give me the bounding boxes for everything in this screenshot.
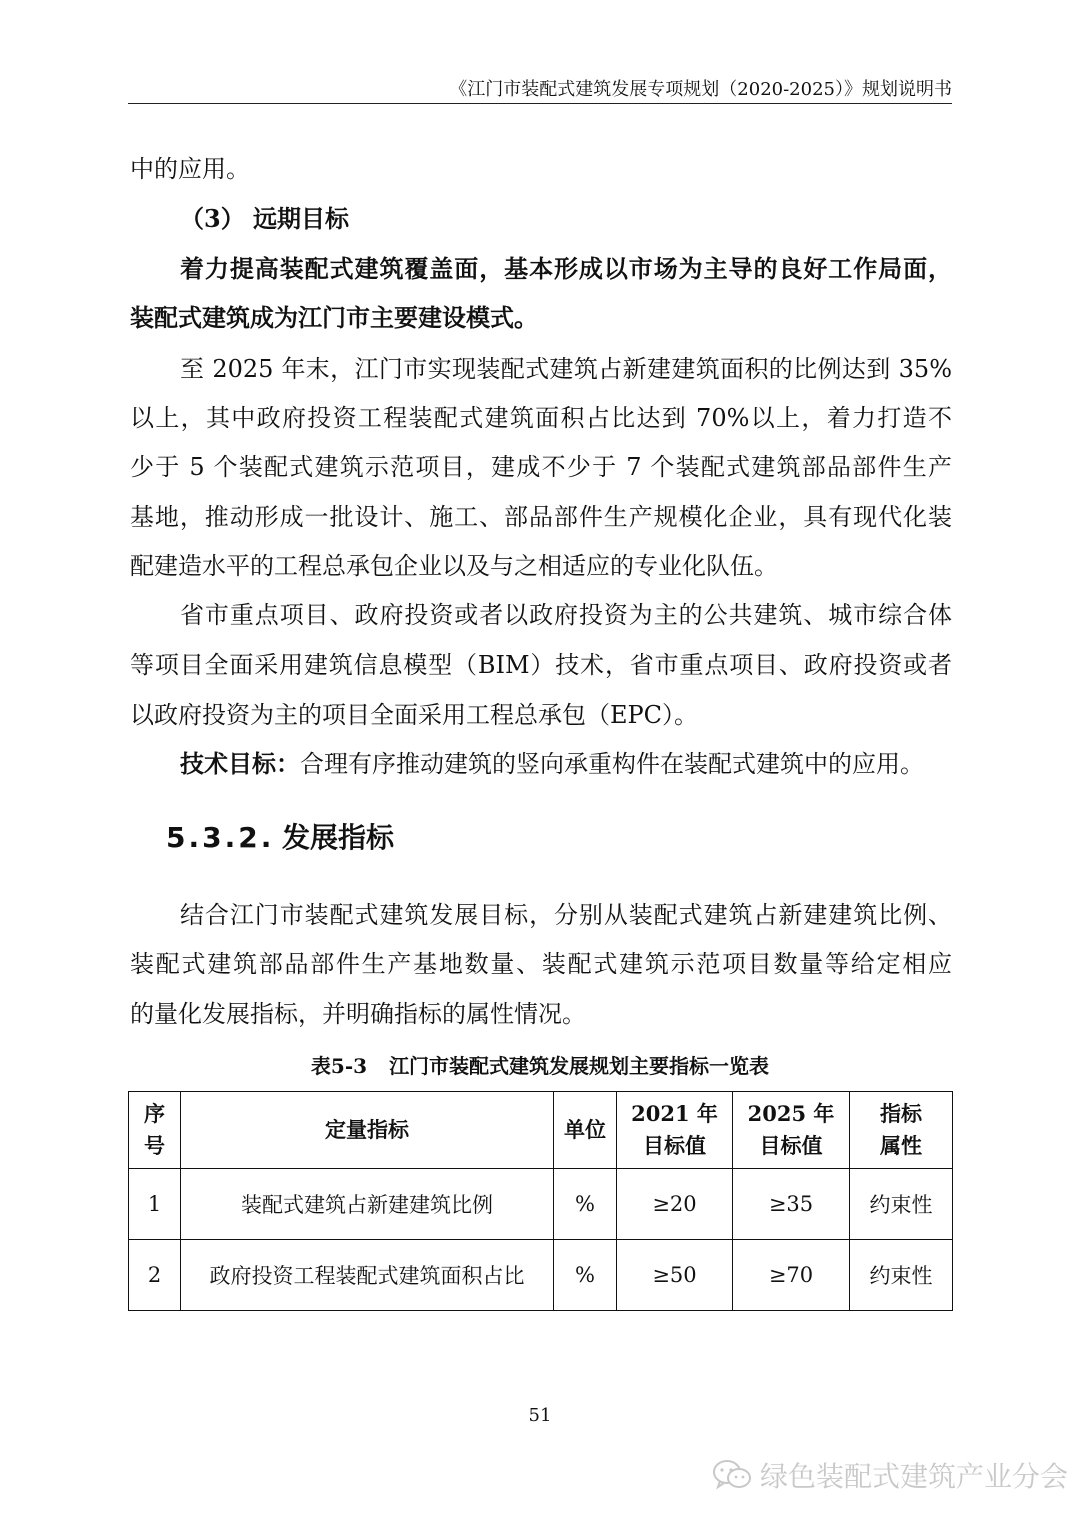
cell-2021: ≥20 [617, 1169, 733, 1240]
paragraph-line: 省市重点项目、政府投资或者以政府投资为主的公共建筑、城市综合体 [180, 601, 952, 629]
header-unit: 单位 [554, 1092, 617, 1169]
cell-2025: ≥70 [733, 1240, 850, 1311]
paragraph-line: 等项目全面采用建筑信息模型（BIM）技术，省市重点项目、政府投资或者 [130, 651, 952, 679]
cell-seq: 1 [129, 1169, 181, 1240]
paragraph-line: 以上，其中政府投资工程装配式建筑面积占比达到 70%以上，着力打造不 [130, 404, 952, 432]
watermark [712, 1455, 1068, 1495]
cell-indicator: 政府投资工程装配式建筑面积占比 [181, 1240, 554, 1311]
tech-goal-line [180, 747, 952, 781]
paragraph-line: 少于 5 个装配式建筑示范项目，建成不少于 7 个装配式建筑部品部件生产 [130, 453, 952, 481]
continuation-text: 中的应用。 [130, 155, 250, 183]
page-number: 51 [528, 1405, 552, 1426]
paragraph-line: 基地，推动形成一批设计、施工、部品部件生产规模化企业，具有现代化装 [130, 503, 952, 531]
section-number: 5.3.2. [166, 821, 275, 854]
table-row [129, 1169, 953, 1240]
cell-attribute: 约束性 [850, 1169, 953, 1240]
watermark-text: 绿色装配式建筑产业分会 [760, 1460, 1069, 1493]
paragraph-line: 的量化发展指标，并明确指标的属性情况。 [130, 1000, 586, 1028]
header-2021-target: 2021 年 目标值 [617, 1092, 733, 1169]
paragraph-line: 结合江门市装配式建筑发展目标，分别从装配式建筑占新建建筑比例、 [180, 901, 952, 929]
running-header: 《江门市装配式建筑发展专项规划（2020-2025）》规划说明书 [449, 79, 952, 100]
table-row [129, 1240, 953, 1311]
header-2025-target: 2025 年 目标值 [733, 1092, 850, 1169]
subheading: （3） 远期目标 [180, 204, 350, 233]
table-caption-title: 江门市装配式建筑发展规划主要指标一览表 [389, 1054, 770, 1078]
cell-attribute: 约束性 [850, 1240, 953, 1311]
header-rule [128, 103, 952, 104]
paragraph-line: 装配式建筑部品部件生产基地数量、装配式建筑示范项目数量等给定相应 [130, 950, 952, 978]
paragraph-line: 至 2025 年末，江门市实现装配式建筑占新建建筑面积的比例达到 35% [180, 355, 952, 383]
section-heading [166, 818, 394, 858]
header-indicator: 定量指标 [181, 1092, 554, 1169]
paragraph-line: 以政府投资为主的项目全面采用工程总承包（EPC）。 [130, 701, 699, 729]
paragraph-line: 配建造水平的工程总承包企业以及与之相适应的专业化队伍。 [130, 552, 778, 580]
wechat-icon [712, 1458, 752, 1492]
cell-unit: % [554, 1169, 617, 1240]
cell-unit: % [554, 1240, 617, 1311]
bold-goal-line: 着力提高装配式建筑覆盖面，基本形成以市场为主导的良好工作局面， [180, 254, 952, 283]
tech-goal-label: 技术目标： [180, 749, 300, 778]
header-attribute: 指标 属性 [850, 1092, 953, 1169]
section-title: 发展指标 [282, 821, 395, 854]
bold-goal-line: 装配式建筑成为江门市主要建设模式。 [130, 303, 538, 332]
table-caption-number: 表5-3 [310, 1054, 368, 1078]
cell-seq: 2 [129, 1240, 181, 1311]
cell-2021: ≥50 [617, 1240, 733, 1311]
cell-2025: ≥35 [733, 1169, 850, 1240]
table-header-row [129, 1092, 953, 1169]
tech-goal-text: 合理有序推动建筑的竖向承重构件在装配式建筑中的应用。 [300, 750, 924, 778]
cell-indicator: 装配式建筑占新建建筑比例 [181, 1169, 554, 1240]
indicator-table [128, 1091, 953, 1311]
header-seq: 序 号 [129, 1092, 181, 1169]
table-caption [128, 1052, 952, 1080]
